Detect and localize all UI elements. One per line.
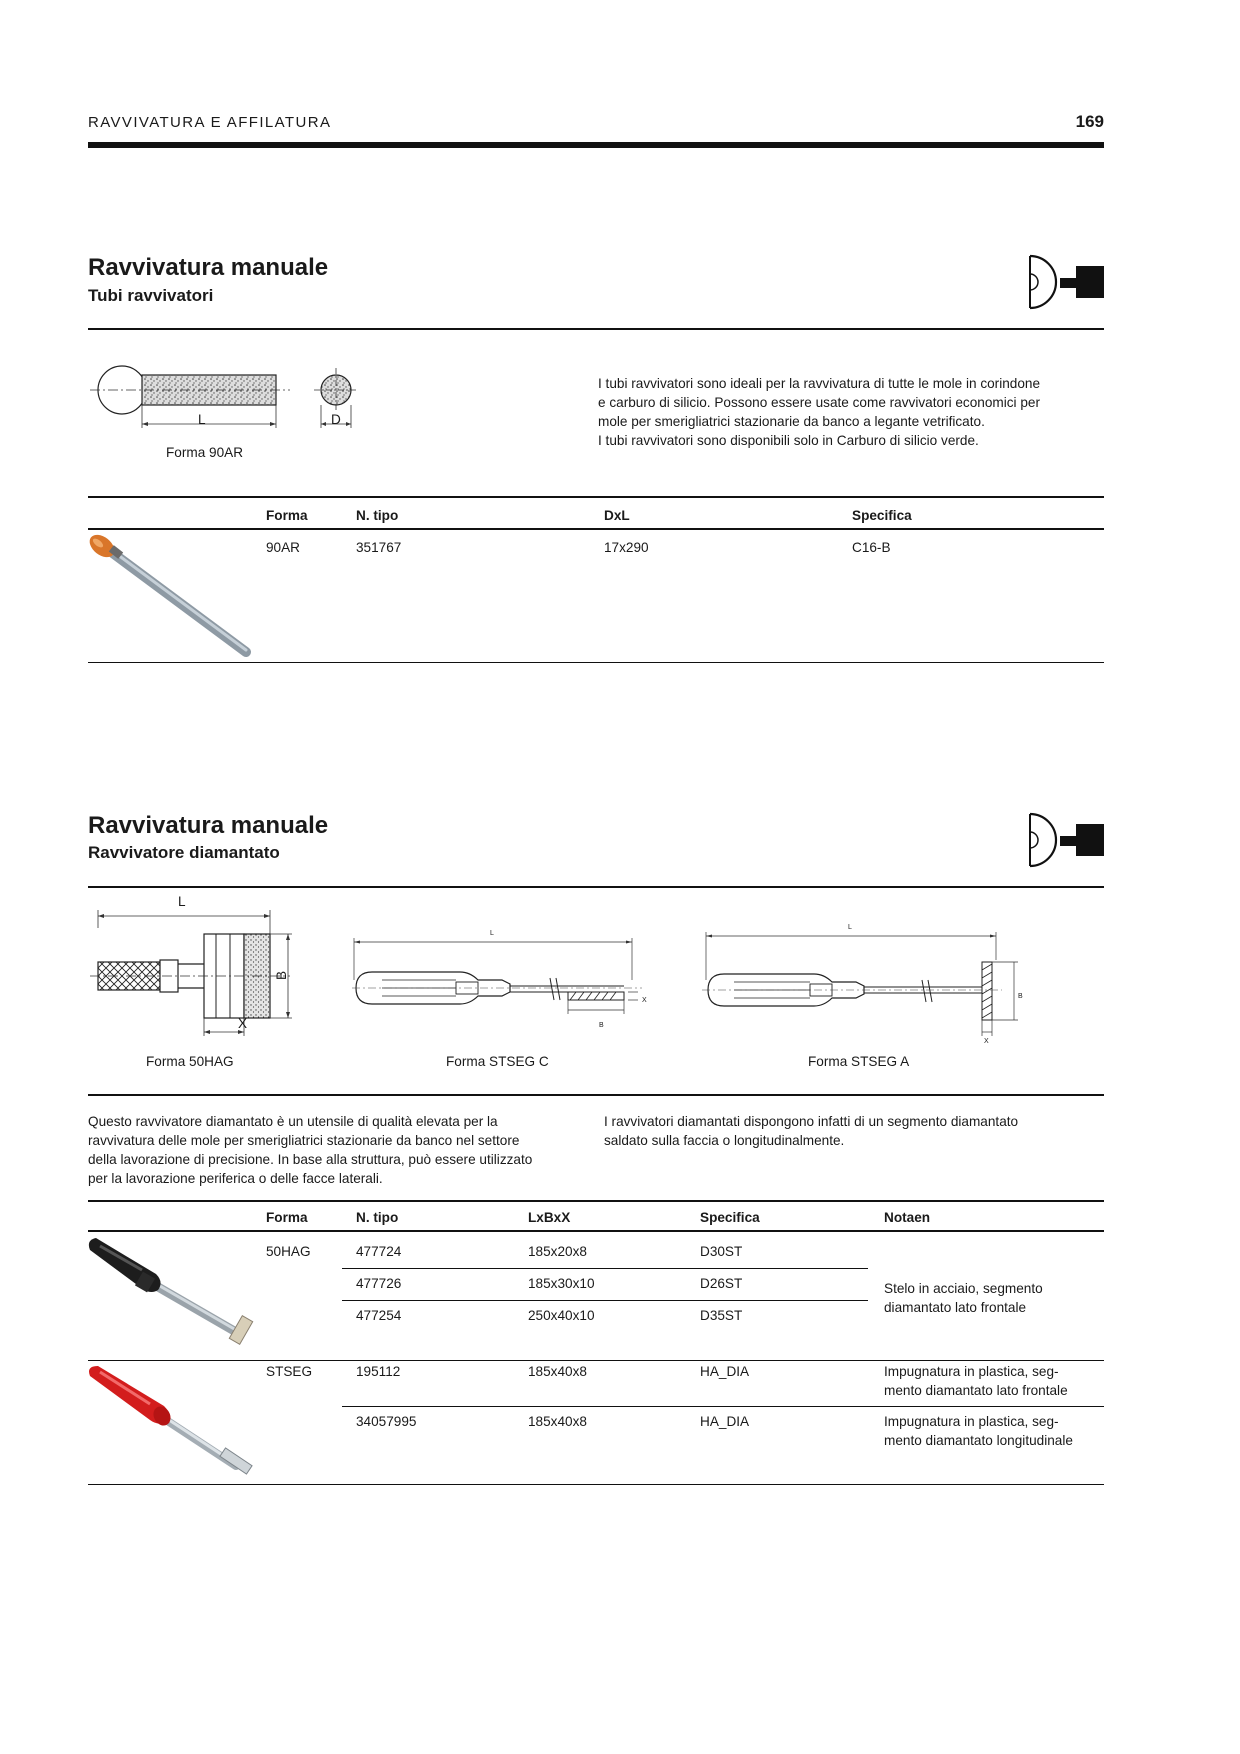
table-cell-forma: 50HAG bbox=[266, 1244, 311, 1259]
row-divider bbox=[342, 1300, 868, 1301]
table-cell: HA_DIA bbox=[700, 1414, 750, 1429]
table2-header-specifica: Specifica bbox=[700, 1210, 760, 1225]
diagram-caption: Forma 90AR bbox=[166, 445, 244, 460]
forma-stseg-c-diagram bbox=[352, 930, 662, 1040]
table-cell: 477254 bbox=[356, 1308, 402, 1323]
table-cell-forma: STSEG bbox=[266, 1364, 313, 1379]
group-divider bbox=[88, 1360, 1104, 1361]
table2-bottom-rule bbox=[88, 1484, 1104, 1485]
table1-header-dxl: DxL bbox=[604, 508, 630, 523]
description-line: mole per smerigliatrici stazionarie da banco a legante vetrificato. bbox=[598, 414, 985, 429]
table-cell-note bbox=[884, 1279, 1043, 1317]
dim-label-l: L bbox=[178, 894, 186, 909]
table-cell: 477724 bbox=[356, 1244, 402, 1259]
note-line: mento diamantato longitudinale bbox=[884, 1433, 1073, 1448]
section2-title: Ravvivatura manuale bbox=[88, 812, 329, 839]
note-line: mento diamantato lato frontale bbox=[884, 1383, 1068, 1398]
table1-top-rule bbox=[88, 496, 1104, 498]
description-line: e carburo di silicio. Possono essere usate come ravvivatori economici per bbox=[598, 395, 1040, 410]
table-cell: 477726 bbox=[356, 1276, 402, 1291]
table2-header-lxbxx: LxBxX bbox=[528, 1210, 571, 1225]
table-cell: 34057995 bbox=[356, 1414, 417, 1429]
description-line: I tubi ravvivatori sono disponibili solo in Carburo di silicio verde. bbox=[598, 433, 979, 448]
table-cell-note bbox=[884, 1362, 1068, 1400]
section2-rule bbox=[88, 886, 1104, 888]
dresser-icon bbox=[1024, 808, 1104, 872]
table2-header-rule bbox=[88, 1230, 1104, 1232]
diagram-caption: Forma STSEG A bbox=[808, 1054, 910, 1069]
table-cell: C16-B bbox=[852, 540, 891, 555]
description-line: saldato sulla faccia o longitudinalmente. bbox=[604, 1133, 845, 1148]
row-divider bbox=[342, 1406, 1104, 1407]
dim-label-x: X bbox=[984, 1038, 989, 1045]
diamond-dresser-stseg-photo bbox=[86, 1364, 272, 1486]
forma-stseg-a-diagram bbox=[702, 924, 1032, 1052]
table-cell: D26ST bbox=[700, 1276, 743, 1291]
forma-50hag-diagram bbox=[90, 904, 300, 1044]
table2-header-tipo: N. tipo bbox=[356, 1210, 399, 1225]
dim-label-l: L bbox=[198, 412, 206, 427]
description-line: ravvivatura delle mole per smerigliatrici stazionarie da banco nel settore bbox=[88, 1133, 520, 1148]
section1-title: Ravvivatura manuale bbox=[88, 254, 329, 281]
table-cell: D35ST bbox=[700, 1308, 743, 1323]
dim-label-b: B bbox=[1018, 993, 1023, 1000]
section1-rule bbox=[88, 328, 1104, 330]
diamond-dresser-50hag-photo bbox=[86, 1236, 272, 1358]
description-line: I ravvivatori diamantati dispongono infatti di un segmento diamantato bbox=[604, 1114, 1019, 1129]
section1-subtitle: Tubi ravvivatori bbox=[88, 286, 214, 305]
table1-header-specifica: Specifica bbox=[852, 508, 912, 523]
table2-top-rule bbox=[88, 1200, 1104, 1202]
running-header: RAVVIVATURA E AFFILATURA bbox=[88, 114, 332, 131]
table1-header-rule bbox=[88, 528, 1104, 530]
table2-header-forma: Forma bbox=[266, 1210, 308, 1225]
description-line: Questo ravvivatore diamantato è un utensile di qualità elevata per la bbox=[88, 1114, 498, 1129]
diagram-caption: Forma 50HAG bbox=[146, 1054, 234, 1069]
table-cell: 185x30x10 bbox=[528, 1276, 595, 1291]
table1-bottom-rule bbox=[88, 662, 1104, 663]
table-cell: 185x20x8 bbox=[528, 1244, 587, 1259]
dim-label-d: D bbox=[331, 412, 341, 427]
dresser-icon bbox=[1024, 250, 1104, 314]
diagram-caption: Forma STSEG C bbox=[446, 1054, 549, 1069]
table2-header-notaen: Notaen bbox=[884, 1210, 931, 1225]
dim-label-b: B bbox=[274, 970, 290, 981]
note-line: Stelo in acciaio, segmento bbox=[884, 1281, 1043, 1296]
description-line: per la lavorazione periferica o delle facce laterali. bbox=[88, 1171, 383, 1186]
description-line: della lavorazione di precisione. In base alla struttura, può essere utilizzato bbox=[88, 1152, 533, 1167]
section1-description bbox=[598, 374, 1104, 450]
header-rule bbox=[88, 142, 1104, 148]
table1-header-forma: Forma bbox=[266, 508, 308, 523]
table-cell: 90AR bbox=[266, 540, 301, 555]
description-line: I tubi ravvivatori sono ideali per la ravvivatura di tutte le mole in corindone bbox=[598, 376, 1041, 391]
dim-label-l: L bbox=[490, 930, 494, 937]
table-cell-note bbox=[884, 1412, 1073, 1450]
diagrams-rule bbox=[88, 1094, 1104, 1096]
note-line: Impugnatura in plastica, seg- bbox=[884, 1414, 1059, 1429]
section2-description-left bbox=[88, 1112, 588, 1188]
table-cell: 351767 bbox=[356, 540, 402, 555]
table1-header-tipo: N. tipo bbox=[356, 508, 399, 523]
dim-label-x: X bbox=[238, 1016, 248, 1031]
dim-label-l: L bbox=[848, 924, 852, 931]
table-cell: 185x40x8 bbox=[528, 1414, 587, 1429]
dim-label-x: X bbox=[642, 997, 647, 1004]
table-cell: 185x40x8 bbox=[528, 1364, 587, 1379]
table-cell: 195112 bbox=[356, 1364, 401, 1379]
note-line: diamantato lato frontale bbox=[884, 1300, 1027, 1315]
dim-label-b: B bbox=[599, 1022, 604, 1029]
table-cell: D30ST bbox=[700, 1244, 743, 1259]
note-line: Impugnatura in plastica, seg- bbox=[884, 1364, 1059, 1379]
tube-dresser-photo bbox=[86, 534, 256, 659]
page-number: 169 bbox=[1075, 112, 1104, 131]
row-divider bbox=[342, 1268, 868, 1269]
table-cell: HA_DIA bbox=[700, 1364, 750, 1379]
table-cell: 17x290 bbox=[604, 540, 649, 555]
section2-subtitle: Ravvivatore diamantato bbox=[88, 843, 280, 862]
table-cell: 250x40x10 bbox=[528, 1308, 595, 1323]
section2-description-right bbox=[604, 1112, 1104, 1150]
forma-90ar-diagram bbox=[90, 360, 390, 450]
